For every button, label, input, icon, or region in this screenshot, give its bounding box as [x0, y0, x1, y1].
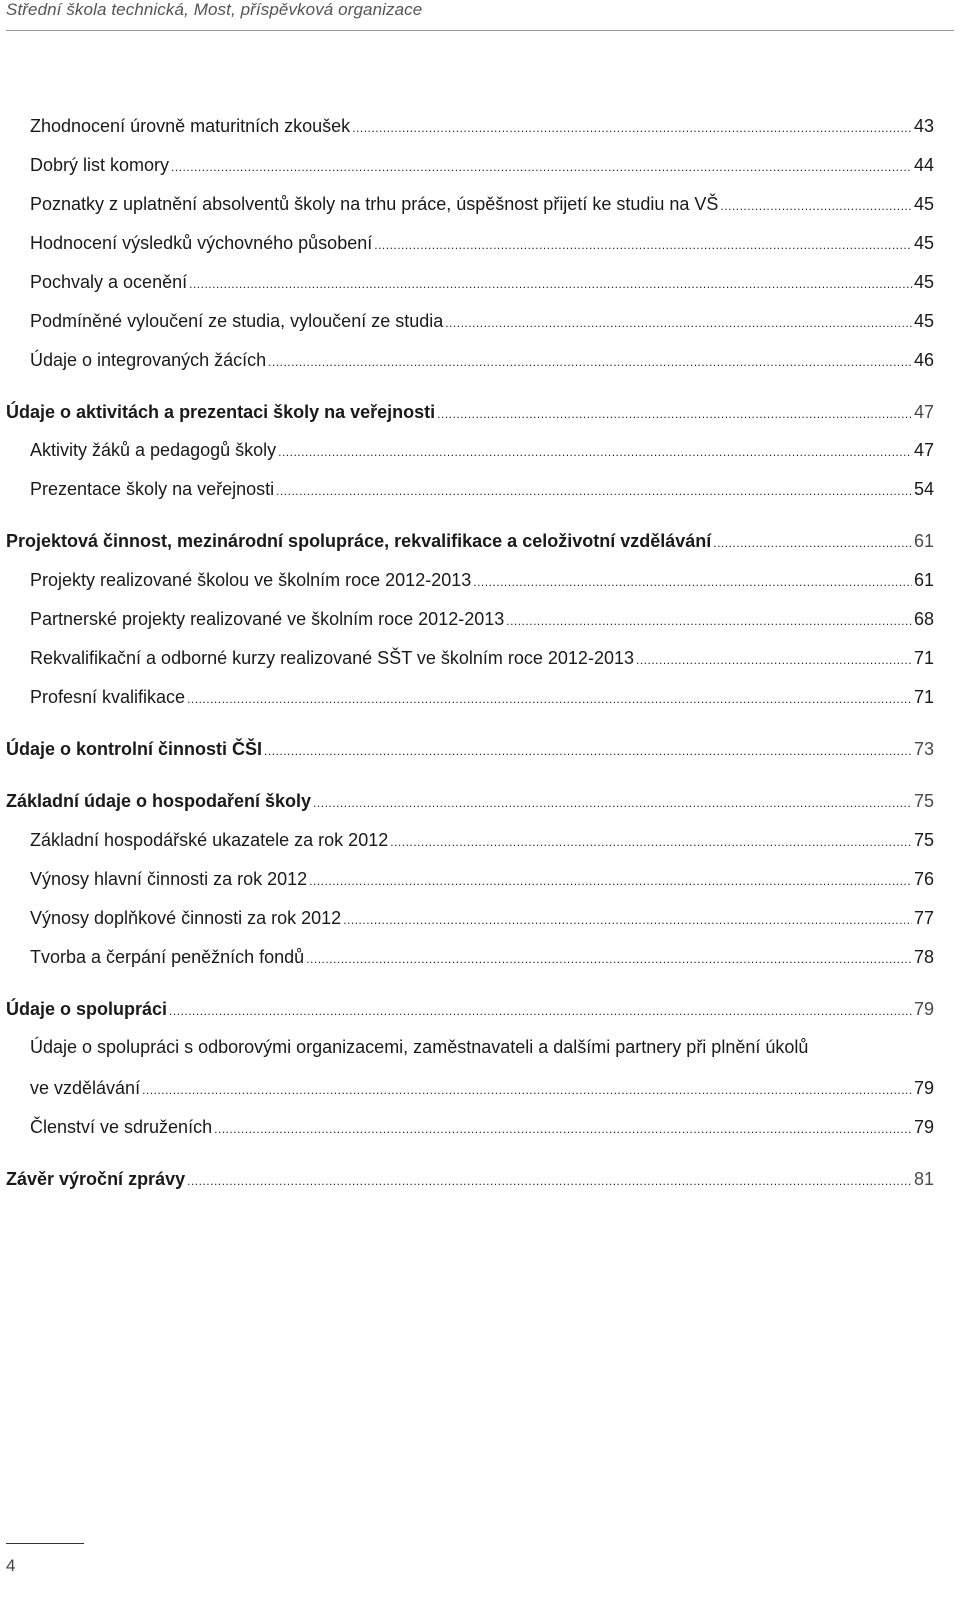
toc-entry-title: Tvorba a čerpání peněžních fondů	[30, 947, 305, 967]
toc-section-page: 61	[913, 531, 934, 551]
dot-leader	[713, 537, 912, 549]
toc-entry[interactable]	[30, 948, 934, 966]
toc-entry-title: Profesní kvalifikace	[30, 687, 186, 707]
page-number: 4	[6, 1556, 16, 1575]
dot-leader	[264, 745, 912, 757]
toc-entry[interactable]	[30, 831, 934, 849]
toc-entry-title: Poznatky z uplatnění absolventů školy na trhu práce, úspěšnost přijetí ke studiu na VŠ	[30, 194, 719, 214]
toc-section-title: Projektová činnost, mezinárodní spolupráce, rekvalifikace a celoživotní vzdělávání	[6, 531, 712, 551]
dot-leader	[313, 797, 912, 809]
toc-entry[interactable]	[30, 351, 934, 369]
toc-entry-page: 45	[913, 194, 934, 214]
toc-entry[interactable]	[30, 234, 934, 252]
toc-entry-page: 46	[913, 350, 934, 370]
toc-entry-page: 43	[913, 116, 934, 136]
toc-entry[interactable]	[30, 610, 934, 628]
toc-entry-title: Zhodnocení úrovně maturitních zkoušek	[30, 116, 351, 136]
dot-leader	[189, 278, 912, 290]
dot-leader	[171, 161, 912, 173]
dot-leader	[506, 615, 912, 627]
toc-section[interactable]	[6, 792, 934, 810]
toc-entry-title: ve vzdělávání	[30, 1078, 141, 1098]
dot-leader	[268, 356, 912, 368]
toc-section-title: Údaje o spolupráci	[6, 999, 168, 1019]
toc-section[interactable]	[6, 403, 934, 421]
dot-leader	[437, 408, 912, 420]
dot-leader	[445, 317, 912, 329]
toc-entry[interactable]	[30, 441, 934, 459]
dot-leader	[636, 654, 912, 666]
toc-entry-title: Členství ve sdruženích	[30, 1117, 213, 1137]
toc-entry[interactable]	[30, 312, 934, 330]
toc-entry-title: Výnosy doplňkové činnosti za rok 2012	[30, 908, 342, 928]
toc-entry[interactable]	[30, 156, 934, 174]
toc-section-title: Základní údaje o hospodaření školy	[6, 791, 312, 811]
toc-section-page: 79	[913, 999, 934, 1019]
toc-entry-page: 47	[913, 440, 934, 460]
dot-leader	[720, 200, 912, 212]
toc-entry[interactable]	[30, 649, 934, 667]
toc-entry[interactable]	[30, 1118, 934, 1136]
toc-entry-title: Základní hospodářské ukazatele za rok 2012	[30, 830, 389, 850]
dot-leader	[278, 446, 912, 458]
toc-entry-title: Hodnocení výsledků výchovného působení	[30, 233, 373, 253]
toc-section[interactable]	[6, 1170, 934, 1188]
footer-divider	[6, 1543, 84, 1544]
toc-entry[interactable]	[30, 571, 934, 589]
dot-leader	[352, 122, 912, 134]
toc-entry[interactable]	[30, 195, 934, 213]
dot-leader	[306, 953, 912, 965]
toc-section-page: 81	[913, 1169, 934, 1189]
dot-leader	[169, 1005, 912, 1017]
toc-entry-page: 77	[913, 908, 934, 928]
toc-section-page: 75	[913, 791, 934, 811]
toc-entry-page: 68	[913, 609, 934, 629]
toc-section-title: Závěr výroční zprávy	[6, 1169, 186, 1189]
toc-entry-page: 71	[913, 648, 934, 668]
toc-entry-page: 61	[913, 570, 934, 590]
toc-entry-page: 75	[913, 830, 934, 850]
dot-leader	[390, 836, 912, 848]
toc-entry-page: 45	[913, 272, 934, 292]
toc-section-page: 47	[913, 402, 934, 422]
dot-leader	[374, 239, 912, 251]
toc-section[interactable]	[6, 740, 934, 758]
toc-entry[interactable]	[30, 870, 934, 888]
toc-entry[interactable]	[30, 909, 934, 927]
toc-entry-page: 45	[913, 311, 934, 331]
dot-leader	[142, 1084, 912, 1096]
toc-entry-page: 44	[913, 155, 934, 175]
header-title: Střední škola technická, Most, příspěvková organizace	[6, 0, 423, 19]
toc-entry-page: 71	[913, 687, 934, 707]
toc-section[interactable]	[6, 532, 934, 550]
toc-entry[interactable]	[30, 688, 934, 706]
dot-leader	[343, 914, 912, 926]
dot-leader	[187, 693, 912, 705]
toc-entry-title: Prezentace školy na veřejnosti	[30, 479, 275, 499]
dot-leader	[473, 576, 912, 588]
toc-entry-page: 45	[913, 233, 934, 253]
toc-entry[interactable]	[30, 273, 934, 291]
toc-entry-title: Dobrý list komory	[30, 155, 170, 175]
dot-leader	[187, 1175, 912, 1187]
toc-section-title: Údaje o aktivitách a prezentaci školy na veřejnosti	[6, 402, 436, 422]
toc-entry-page: 79	[913, 1117, 934, 1137]
toc-entry[interactable]	[30, 480, 934, 498]
toc-section[interactable]	[6, 1000, 934, 1018]
toc-entry[interactable]	[30, 117, 934, 135]
toc-entry-title: Podmíněné vyloučení ze studia, vyloučení ze studia	[30, 311, 444, 331]
toc-entry-title: Výnosy hlavní činnosti za rok 2012	[30, 869, 308, 889]
toc-entry-title: Údaje o integrovaných žácích	[30, 350, 267, 370]
dot-leader	[309, 875, 912, 887]
toc-section-page: 73	[913, 739, 934, 759]
toc-entry-title-line-1[interactable]: Údaje o spolupráci s odborovými organizacemi, zaměstnavateli a dalšími partnery při plnění úkolů	[30, 1037, 809, 1057]
toc-section-title: Údaje o kontrolní činnosti ČŠI	[6, 739, 263, 759]
dot-leader	[276, 485, 912, 497]
toc-entry-title: Partnerské projekty realizované ve školním roce 2012-2013	[30, 609, 505, 629]
toc-entry-page: 79	[913, 1078, 934, 1098]
toc-entry-page: 76	[913, 869, 934, 889]
toc-entry-page: 78	[913, 947, 934, 967]
toc-entry-title: Pochvaly a ocenění	[30, 272, 188, 292]
toc-entry[interactable]	[30, 1079, 934, 1097]
toc-entry-title: Projekty realizované školou ve školním roce 2012-2013	[30, 570, 472, 590]
toc-entry-title: Aktivity žáků a pedagogů školy	[30, 440, 277, 460]
toc-entry-page: 54	[913, 479, 934, 499]
dot-leader	[214, 1123, 912, 1135]
toc-entry-title: Rekvalifikační a odborné kurzy realizované SŠT ve školním roce 2012-2013	[30, 648, 634, 668]
